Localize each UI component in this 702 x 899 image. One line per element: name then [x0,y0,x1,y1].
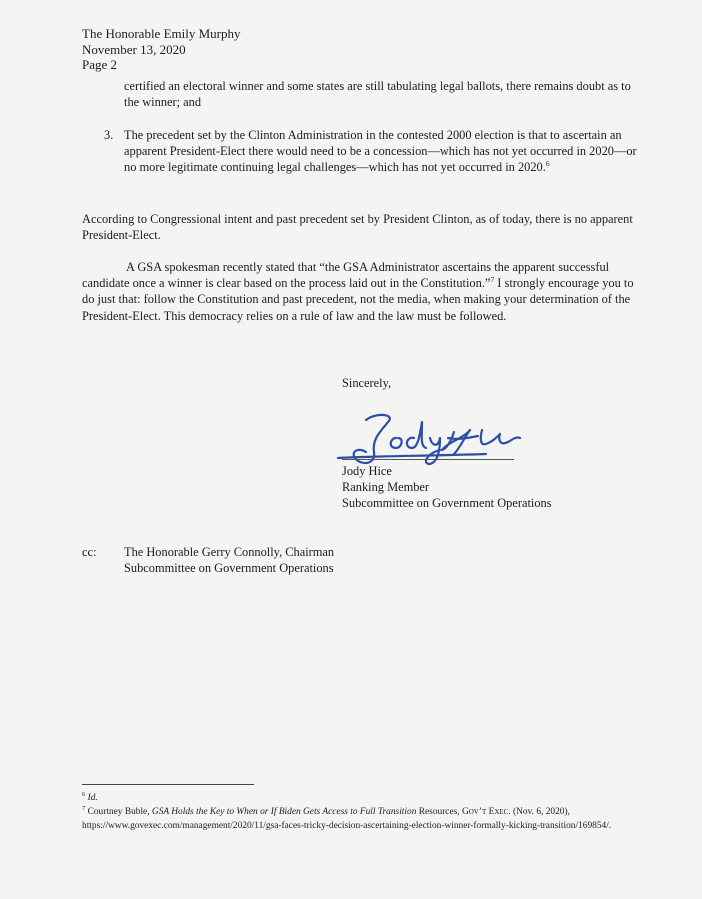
footnote-7-author: Courtney Buble, [87,807,152,817]
header-page-number: Page 2 [82,57,118,72]
footnote-7-mark: 7 [82,804,86,812]
header-date: November 13, 2020 [82,41,186,57]
footnote-ref-7: 7 [490,275,495,285]
handwritten-signature [336,408,536,470]
footnote-ref-6: 6 [545,159,550,169]
footnote-7-title: GSA Holds the Key to When or If Biden Gets Access to Full Transition [151,807,417,817]
cc-name: The Honorable Gerry Connolly, Chairman [124,545,335,559]
signer-name: Jody Hice [342,464,392,478]
signature-text: Jody Hice [436,468,441,469]
signer-title: Ranking Member [342,480,430,494]
paragraph-gsa-statement [82,259,644,324]
signature-line [342,459,514,460]
continued-list-text: certified an electoral winner and some states are still tabulating legal ballots, there remains doubt as to the winner; and [124,79,631,110]
header-recipient: The Honorable Emily Murphy [82,26,241,41]
cc-recipient [124,544,334,576]
signer-committee: Subcommittee on Government Operations [342,496,552,510]
footnote-6-mark: 6 [82,790,86,798]
paragraph-gsa-request: I strongly encourage you to do just that: follow the Constitution and past precedent, not the media, when making your determination of the President-Elect. This democracy relies on a rule of law and the law must be followed. [82,276,634,323]
signature-block [342,463,552,511]
closing-salutation: Sincerely, [342,376,392,390]
letter-header [82,26,241,73]
paragraph-gsa-quote: A GSA spokesman recently stated that “the GSA Administrator ascertains the apparent successful candidate once a winner is clear based on the process laid out in the Constitution.” [82,260,610,291]
item3-body: The precedent set by the Clinton Administration in the contested 2000 election is that to ascertain an apparent President-Elect there would need to be a concession—which has not yet occurred in 2020—or no more legitimate continuing legal challenges—which has not yet occurred in 2020. [124,128,637,175]
paragraph-precedent: According to Congressional intent and past precedent set by President Clinton, as of today, there is no apparent President-Elect. [82,212,633,243]
list-item-text [124,127,644,176]
footnote-7 [82,806,650,833]
list-item-number: 3. [104,128,114,142]
footnote-6 [82,792,650,806]
footnote-7-after-title: Resources, [416,807,462,817]
cc-label: cc: [82,545,97,559]
footnote-6-text: Id. [87,793,98,803]
footnote-7-publication: Gov’t Exec. [461,807,511,817]
footnote-7-link[interactable]: (Nov. 6, 2020), https://www.govexec.com/management/2020/11/gsa-faces-tricky-decision-ascertaining-election-winner-formally-kicking-transition/169854/. [82,807,612,831]
cc-committee: Subcommittee on Government Operations [124,561,334,575]
footnote-rule [82,784,254,785]
